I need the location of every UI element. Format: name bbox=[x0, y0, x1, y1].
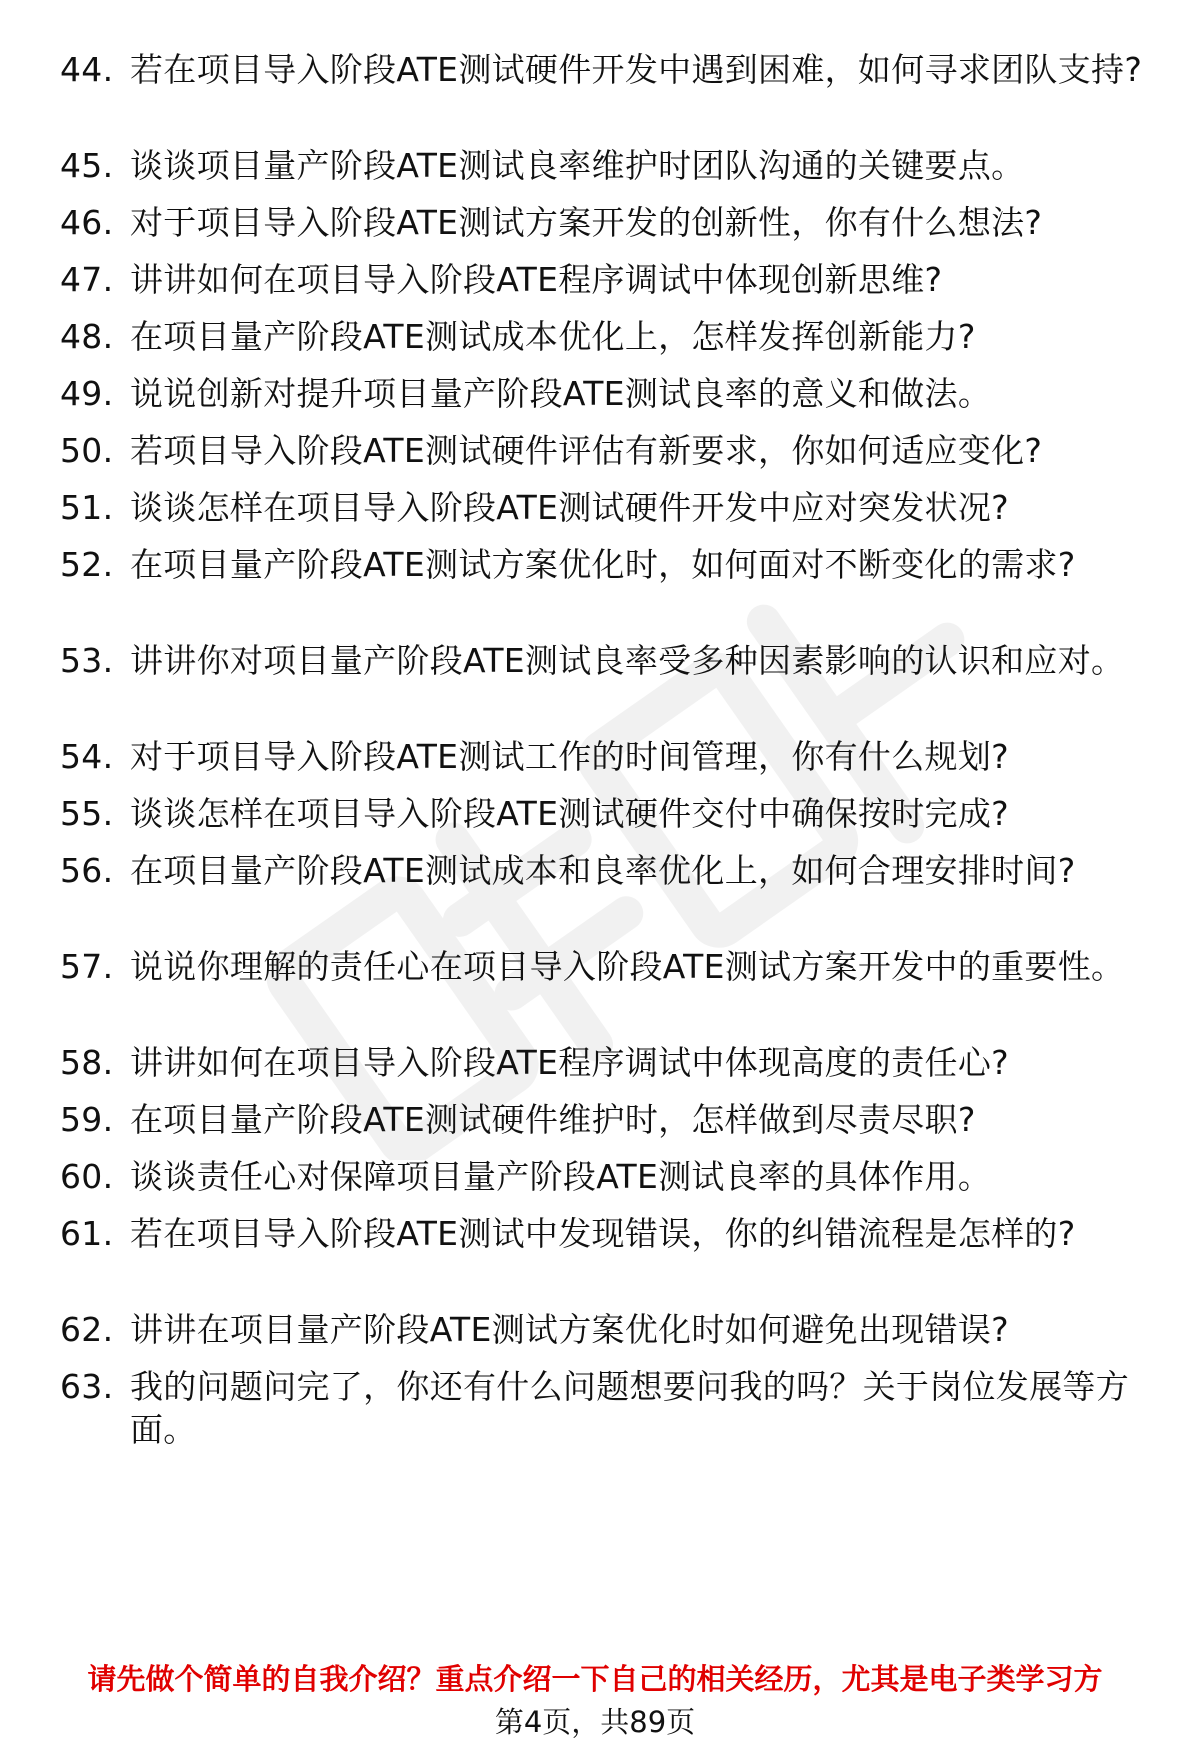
question-text: 在项目量产阶段ATE测试成本优化上，怎样发挥创新能力? bbox=[130, 317, 976, 356]
question-number: 46. bbox=[60, 203, 114, 242]
question-text: 在项目量产阶段ATE测试成本和良率优化上，如何合理安排时间? bbox=[130, 851, 1076, 890]
question-text: 讲讲如何在项目导入阶段ATE程序调试中体现高度的责任心? bbox=[130, 1043, 1009, 1082]
question-text: 对于项目导入阶段ATE测试方案开发的创新性，你有什么想法? bbox=[130, 203, 1043, 242]
question-52 bbox=[60, 543, 1150, 586]
question-number: 55. bbox=[60, 794, 114, 833]
question-number: 57. bbox=[60, 947, 114, 986]
question-47 bbox=[60, 258, 1150, 301]
question-number: 53. bbox=[60, 641, 114, 680]
question-number: 58. bbox=[60, 1043, 114, 1082]
question-text: 对于项目导入阶段ATE测试工作的时间管理，你有什么规划? bbox=[130, 737, 1009, 776]
question-text: 若在项目导入阶段ATE测试硬件开发中遇到困难，如何寻求团队支持? bbox=[130, 50, 1143, 89]
question-number: 54. bbox=[60, 737, 114, 776]
question-62 bbox=[60, 1308, 1150, 1351]
question-number: 51. bbox=[60, 488, 114, 527]
question-text: 讲讲如何在项目导入阶段ATE程序调试中体现创新思维? bbox=[130, 260, 943, 299]
question-58 bbox=[60, 1041, 1150, 1084]
question-number: 60. bbox=[60, 1157, 114, 1196]
question-text: 谈谈责任心对保障项目量产阶段ATE测试良率的具体作用。 bbox=[130, 1157, 992, 1196]
question-number: 45. bbox=[60, 146, 114, 185]
question-text: 谈谈怎样在项目导入阶段ATE测试硬件开发中应对突发状况? bbox=[130, 488, 1009, 527]
question-44 bbox=[60, 48, 1150, 91]
question-text: 谈谈项目量产阶段ATE测试良率维护时团队沟通的关键要点。 bbox=[130, 146, 1025, 185]
question-number: 49. bbox=[60, 374, 114, 413]
question-54 bbox=[60, 735, 1150, 778]
question-text: 讲讲你对项目量产阶段ATE测试良率受多种因素影响的认识和应对。 bbox=[130, 641, 1125, 680]
question-49 bbox=[60, 372, 1150, 415]
question-59 bbox=[60, 1098, 1150, 1141]
question-text: 在项目量产阶段ATE测试硬件维护时，怎样做到尽责尽职? bbox=[130, 1100, 976, 1139]
question-text: 若项目导入阶段ATE测试硬件评估有新要求，你如何适应变化? bbox=[130, 431, 1043, 470]
question-48 bbox=[60, 315, 1150, 358]
question-57 bbox=[60, 945, 1150, 988]
question-number: 47. bbox=[60, 260, 114, 299]
question-56 bbox=[60, 849, 1150, 892]
question-51 bbox=[60, 486, 1150, 529]
question-text: 在项目量产阶段ATE测试方案优化时，如何面对不断变化的需求? bbox=[130, 545, 1076, 584]
question-text: 我的问题问完了，你还有什么问题想要问我的吗？关于岗位发展等方面。 bbox=[130, 1367, 1129, 1449]
question-number: 50. bbox=[60, 431, 114, 470]
question-45 bbox=[60, 144, 1150, 187]
question-text: 若在项目导入阶段ATE测试中发现错误，你的纠错流程是怎样的? bbox=[130, 1214, 1076, 1253]
question-number: 63. bbox=[60, 1367, 114, 1406]
question-number: 61. bbox=[60, 1214, 114, 1253]
question-number: 52. bbox=[60, 545, 114, 584]
question-text: 说说创新对提升项目量产阶段ATE测试良率的意义和做法。 bbox=[130, 374, 992, 413]
page-number: 第4页，共89页 bbox=[494, 1705, 696, 1739]
question-46 bbox=[60, 201, 1150, 244]
question-61 bbox=[60, 1212, 1150, 1255]
question-60 bbox=[60, 1155, 1150, 1198]
question-number: 44. bbox=[60, 50, 114, 89]
question-number: 62. bbox=[60, 1310, 114, 1349]
question-text: 谈谈怎样在项目导入阶段ATE测试硬件交付中确保按时完成? bbox=[130, 794, 1009, 833]
footer-note: 请先做个简单的自我介绍？重点介绍一下自己的相关经历，尤其是电子类学习方 bbox=[87, 1662, 1103, 1696]
question-55 bbox=[60, 792, 1150, 835]
question-63 bbox=[60, 1365, 1150, 1451]
question-text: 说说你理解的责任心在项目导入阶段ATE测试方案开发中的重要性。 bbox=[130, 947, 1125, 986]
question-50 bbox=[60, 429, 1150, 472]
question-number: 56. bbox=[60, 851, 114, 890]
question-53 bbox=[60, 639, 1150, 682]
question-text: 讲讲在项目量产阶段ATE测试方案优化时如何避免出现错误? bbox=[130, 1310, 1009, 1349]
question-number: 59. bbox=[60, 1100, 114, 1139]
question-number: 48. bbox=[60, 317, 114, 356]
